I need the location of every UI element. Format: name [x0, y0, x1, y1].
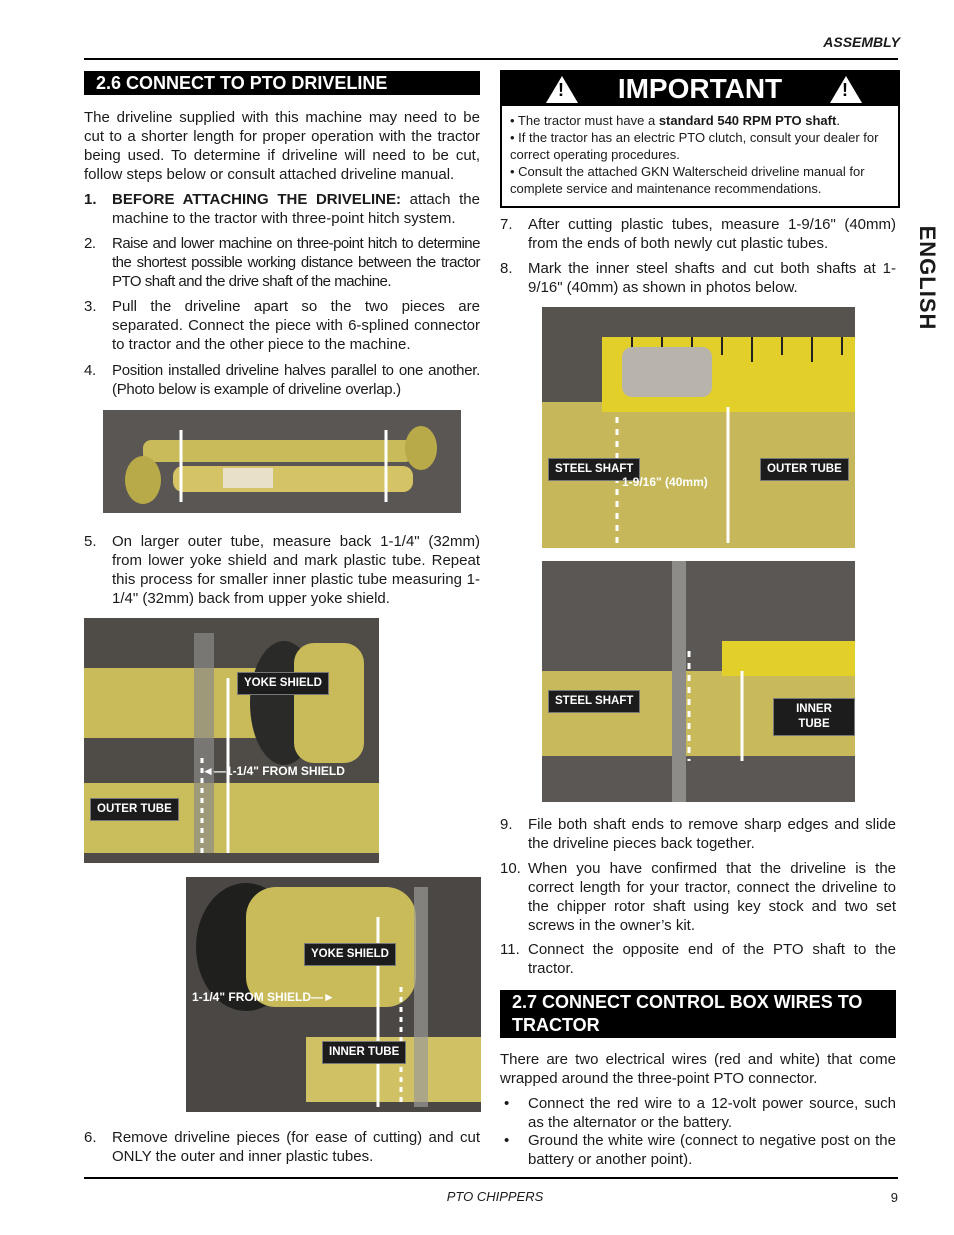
- photo-inner-shaft-measure: [542, 561, 855, 802]
- step-10-number: 10.: [500, 860, 521, 877]
- step-3-number: 3.: [84, 298, 97, 315]
- step-11-number: 11.: [500, 941, 520, 958]
- inner-shaft-illustration: [542, 561, 855, 802]
- step-9-text: File both shaft ends to remove sharp edges and slide the driveline pieces back together.: [528, 816, 896, 852]
- driveline-overlap-illustration: [103, 410, 461, 513]
- sec26-intro: The driveline supplied with this machine may need to be cut to a shorter length for proper operation with the tractor being used. To determine if driveline will need to be cut, follow steps below or consult attached driveline manual.: [84, 109, 480, 183]
- important-b1-bold: standard 540 RPM PTO shaft: [658, 113, 837, 128]
- important-box: [500, 70, 900, 208]
- step-4-text: Position installed driveline halves parallel to one another. (Photo below is example of driveline overlap.): [112, 362, 480, 398]
- step-3: [84, 297, 480, 354]
- bullet-1-mark: •: [504, 1095, 510, 1112]
- side-tab: [912, 225, 942, 335]
- label-yoke-shield-2: YOKE SHIELD: [304, 943, 396, 966]
- label-outer-tube: OUTER TUBE: [90, 798, 179, 821]
- step-10: [500, 859, 896, 935]
- step-6-number: 6.: [84, 1129, 97, 1146]
- callout-from-shield-2-text: 1-1/4" FROM SHIELD: [192, 990, 312, 1004]
- bullet-2-mark: •: [504, 1132, 510, 1149]
- outer-shaft-illustration: [542, 307, 855, 548]
- important-b1-post: .: [836, 113, 840, 128]
- step-8-text: Mark the inner steel shafts and cut both shafts at 1-9/16" (40mm) as shown in photos below.: [528, 260, 896, 296]
- step-11: [500, 940, 896, 978]
- sec27-bullet-1: [500, 1094, 896, 1132]
- important-bullet-2: • If the tractor has an electric PTO clutch, consult your dealer for correct operating procedures.: [510, 130, 879, 162]
- sec27-bullet-2-text: Ground the white wire (connect to negative post on the battery or another point).: [528, 1132, 896, 1168]
- step-7-text: After cutting plastic tubes, measure 1-9/16" (40mm) from the ends of both newly cut plastic tubes.: [528, 216, 896, 252]
- label-inner-tube-2: INNER TUBE: [773, 698, 855, 736]
- sec27-intro: There are two electrical wires (red and white) that come wrapped around the three-point PTO connector.: [500, 1051, 896, 1087]
- step-11-text: Connect the opposite end of the PTO shaft to the tractor.: [528, 941, 896, 977]
- step-6: [84, 1128, 480, 1166]
- step-6-text: Remove driveline pieces (for ease of cutting) and cut ONLY the outer and inner plastic tubes.: [112, 1129, 480, 1165]
- step-1-bold: BEFORE ATTACHING THE DRIVELINE:: [112, 191, 401, 208]
- callout-from-shield: ◄—1-1/4" FROM SHIELD: [202, 764, 345, 778]
- sec27-bullet-1-text: Connect the red wire to a 12-volt power source, such as the alternator or the battery.: [528, 1095, 896, 1131]
- important-body: [502, 106, 898, 203]
- step-5-number: 5.: [84, 533, 97, 550]
- section-2-7-title: 2.7 CONNECT CONTROL BOX WIRES TO TRACTOR: [500, 990, 896, 1038]
- warning-icon-right: !: [830, 76, 862, 103]
- callout-measure: 1-9/16" (40mm): [622, 475, 708, 489]
- step-2: [84, 234, 480, 291]
- important-bullet-3: • Consult the attached GKN Walterscheid driveline manual for complete service and maintenance recommendations.: [510, 164, 865, 196]
- header-rule: [84, 58, 898, 60]
- section-2-6-title: 2.6 CONNECT TO PTO DRIVELINE: [84, 71, 480, 95]
- warning-icon: !: [546, 76, 578, 103]
- step-10-text: When you have confirmed that the driveline is the correct length for your tractor, connect the driveline to the chipper rotor shaft using key stock and two set screws in the owner’s kit.: [528, 860, 896, 934]
- page-number: 9: [890, 1190, 898, 1205]
- callout-from-shield-text: 1-1/4" FROM SHIELD: [225, 764, 345, 778]
- label-yoke-shield: YOKE SHIELD: [237, 672, 329, 695]
- footer-rule: [84, 1177, 898, 1179]
- step-1: [84, 190, 480, 228]
- step-4-number: 4.: [84, 362, 96, 379]
- step-9-number: 9.: [500, 816, 513, 833]
- step-1-text: attach the machine to the tractor with three-point hitch system.: [112, 191, 480, 227]
- step-7-number: 7.: [500, 216, 513, 233]
- step-9: [500, 815, 896, 853]
- step-1-number: 1.: [84, 191, 97, 208]
- step-2-number: 2.: [84, 235, 96, 252]
- photo-inner-tube-measure: [186, 877, 481, 1112]
- label-outer-tube-2: OUTER TUBE: [760, 458, 849, 481]
- label-steel-shaft: STEEL SHAFT: [548, 458, 640, 481]
- footer-title: PTO CHIPPERS: [446, 1189, 544, 1204]
- step-8-number: 8.: [500, 260, 513, 277]
- step-8: [500, 259, 896, 297]
- photo-outer-shaft-measure: [542, 307, 855, 548]
- label-steel-shaft-2: STEEL SHAFT: [548, 690, 640, 713]
- photo-outer-tube-measure: [84, 618, 379, 863]
- callout-from-shield-2: 1-1/4" FROM SHIELD—►: [192, 990, 335, 1004]
- step-7: [500, 215, 896, 253]
- photo-driveline-overlap: [103, 410, 461, 513]
- label-inner-tube: INNER TUBE: [322, 1041, 406, 1064]
- step-5: [84, 532, 480, 608]
- important-title: IMPORTANT: [617, 73, 783, 104]
- step-2-text: Raise and lower machine on three-point hitch to determine the shortest possible working distance between the tractor PTO shaft and the drive shaft of the machine.: [112, 235, 480, 290]
- step-5-text: On larger outer tube, measure back 1-1/4" (32mm) from lower yoke shield and mark plastic tube. Repeat this process for smaller inner plastic tube measuring 1-1/4" (32mm) back from upper yoke shield.: [112, 533, 480, 607]
- important-b1-pre: • The tractor must have a: [510, 113, 659, 128]
- sec27-bullet-2: [500, 1131, 896, 1169]
- important-bullet-1: [510, 112, 890, 129]
- side-tab-label: ENGLISH: [915, 225, 940, 331]
- important-bar: [502, 72, 898, 106]
- step-4: [84, 361, 480, 399]
- step-3-text: Pull the driveline apart so the two pieces are separated. Connect the piece with 6-splined connector to tractor and the other piece to the machine.: [112, 298, 480, 353]
- section-header: ASSEMBLY: [823, 34, 900, 50]
- outer-tube-illustration: [84, 618, 379, 863]
